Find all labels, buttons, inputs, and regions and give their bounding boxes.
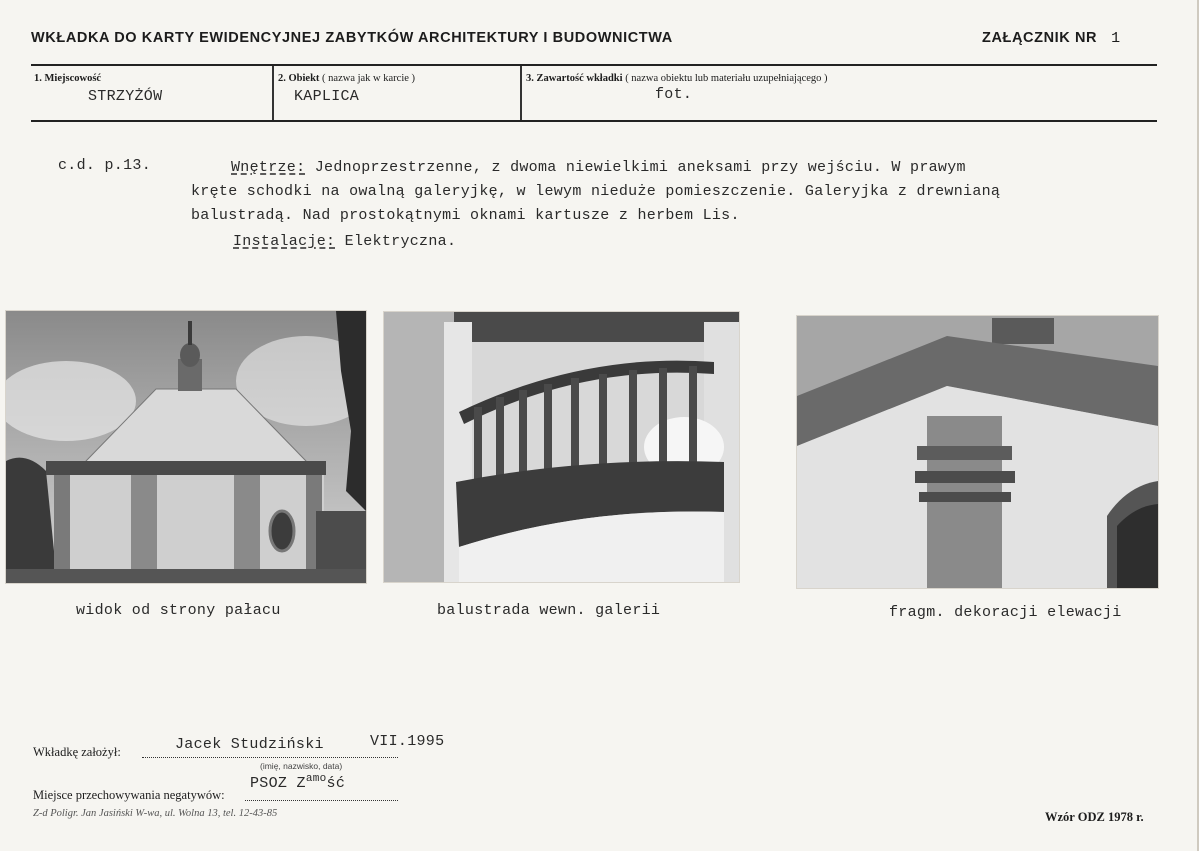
author-dots xyxy=(142,757,398,758)
place-value: STRZYŻÓW xyxy=(88,88,163,105)
body-line-4 xyxy=(233,233,456,250)
interior-heading: Wnętrze: xyxy=(231,159,306,176)
photo-facade-detail xyxy=(797,316,1158,588)
object-label: 2. Obiekt ( nazwa jak w karcie ) xyxy=(278,73,416,84)
install-value: Elektryczna. xyxy=(344,233,457,250)
content-label: 3. Zawartość wkładki ( nazwa obiektu lub materiału uzupełniającego ) xyxy=(526,73,828,84)
content-value: fot. xyxy=(655,86,693,103)
install-heading: Instalacje: xyxy=(233,233,336,250)
interior-text-1: Jednoprzestrzenne, z dwoma niewielkimi aneksami przy wejściu. W prawym xyxy=(314,159,966,176)
date-value: VII.1995 xyxy=(370,733,445,750)
body-line-1 xyxy=(231,159,966,176)
annex-label xyxy=(982,30,1121,47)
annex-label-text: ZAŁĄCZNIK NR xyxy=(982,30,1098,46)
photo-caption-2: balustrada wewn. galerii xyxy=(437,602,661,619)
photo-chapel-exterior xyxy=(6,311,366,583)
body-ref: c.d. p.13. xyxy=(58,157,152,174)
storage-value-sup: amo xyxy=(305,773,327,785)
annex-number: 1 xyxy=(1111,30,1121,47)
object-value: KAPLICA xyxy=(294,88,360,105)
field-divider-2 xyxy=(520,66,522,120)
storage-label: Miejsce przechowywania negatywów: xyxy=(33,788,225,802)
author-value: Jacek Studziński xyxy=(175,736,324,753)
field-divider-1 xyxy=(272,66,274,120)
photo-caption-3: fragm. dekoracji elewacji xyxy=(889,604,1122,621)
storage-value-main: PSOZ Z xyxy=(250,775,306,792)
place-label: 1. Miejscowość xyxy=(34,73,102,84)
storage-dots xyxy=(245,800,398,801)
printer-imprint: Z-d Poligr. Jan Jasiński W-wa, ul. Wolna 13, tel. 12-43-85 xyxy=(33,808,278,819)
sheet-title: WKŁADKA DO KARTY EWIDENCYJNEJ ZABYTKÓW ARCHITEKTURY I BUDOWNICTWA xyxy=(31,30,673,46)
body-line-3: balustradą. Nad prostokątnymi oknami kartusze z herbem Lis. xyxy=(191,207,740,224)
header-rule-bottom xyxy=(31,120,1157,122)
form-number: Wzór ODZ 1978 r. xyxy=(1045,810,1144,824)
photo-balustrade xyxy=(384,312,739,582)
body-line-2: kręte schodki na owalną galeryjkę, w lewym nieduże pomieszczenie. Galeryjka z drewnianą xyxy=(191,183,1001,200)
storage-value-tail: ść xyxy=(326,775,346,792)
author-label: Wkładkę założył: xyxy=(33,745,121,759)
header-rule-top xyxy=(31,64,1157,66)
photo-caption-1: widok od strony pałacu xyxy=(76,602,281,619)
author-hint: (imię, nazwisko, data) xyxy=(260,761,343,771)
storage-value xyxy=(250,775,345,792)
